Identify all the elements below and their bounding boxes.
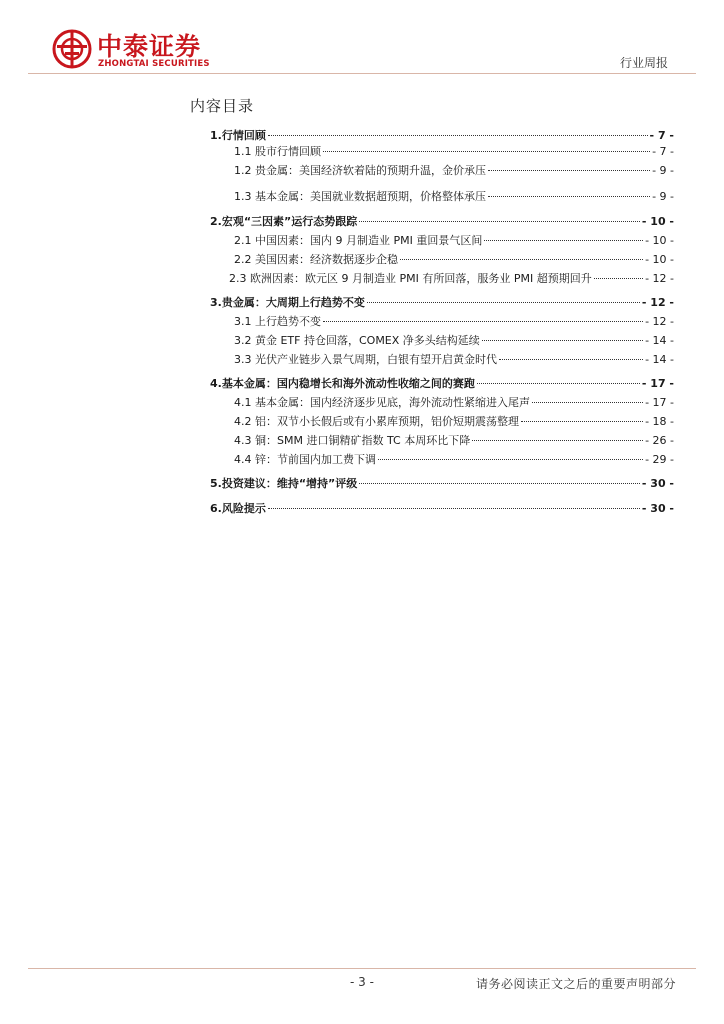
toc-section-entry[interactable] (210, 128, 674, 144)
toc-subsection-entry[interactable] (234, 252, 674, 268)
brand-name-cn: 中泰证券 (97, 32, 202, 61)
toc-entry-page: - 17 - (641, 377, 674, 390)
toc-section-entry[interactable] (210, 501, 674, 517)
toc-subsection-entry[interactable] (234, 452, 674, 468)
toc-entry-label: 2.2 美国因素：经济数据逐步企稳 (234, 253, 398, 266)
toc-entry-label: 3.贵金属：大周期上行趋势不变 (210, 296, 365, 309)
toc-entry-label: 1.2 贵金属：美国经济软着陆的预期升温，金价承压 (234, 164, 486, 177)
toc-entry-page: - 30 - (641, 502, 674, 515)
page-number: - 3 - (350, 975, 374, 989)
toc-dot-leader (499, 358, 643, 360)
toc-entry-page: - 7 - (652, 145, 674, 158)
toc-entry-page: - 12 - (645, 315, 674, 328)
toc-entry-page: - 7 - (649, 129, 674, 142)
toc-entry-label: 2.3 欧洲因素：欧元区 9 月制造业 PMI 有所回落，服务业 PMI 超预期回升 (229, 272, 592, 285)
toc-subsection-entry[interactable] (234, 333, 674, 349)
toc-dot-leader (367, 301, 640, 303)
header-divider (28, 73, 696, 74)
toc-entry-label: 1.3 基本金属：美国就业数据超预期，价格整体承压 (234, 190, 486, 203)
toc-dot-leader (488, 195, 650, 197)
toc-section-entry[interactable] (210, 214, 674, 230)
toc-entry-label: 2.宏观“三因素”运行态势跟踪 (210, 215, 358, 228)
toc-entry-page: - 14 - (645, 334, 674, 347)
brand-name-en: ZHONGTAI SECURITIES (98, 59, 210, 69)
toc-entry-page: - 9 - (652, 164, 674, 177)
toc-subsection-entry[interactable] (234, 189, 674, 205)
toc-section-entry[interactable] (210, 476, 674, 492)
toc-dot-leader (323, 150, 650, 152)
footer-divider (28, 968, 696, 969)
toc-subsection-entry[interactable] (234, 163, 674, 179)
toc-section-entry[interactable] (210, 376, 674, 392)
toc-subsection-entry[interactable] (234, 433, 674, 449)
toc-entry-page: - 29 - (645, 453, 674, 466)
toc-entry-label: 3.2 黄金 ETF 持仓回落，COMEX 净多头结构延续 (234, 334, 480, 347)
toc-entry-page: - 10 - (645, 234, 674, 247)
toc-dot-leader (484, 239, 643, 241)
toc-dot-leader (482, 339, 643, 341)
company-logo (52, 27, 232, 73)
toc-dot-leader (268, 134, 648, 136)
toc-entry-label: 4.2 铝：双节小长假后或有小累库预期，铝价短期震荡整理 (234, 415, 519, 428)
toc-entry-label: 6.风险提示 (210, 502, 266, 515)
toc-entry-page: - 30 - (641, 477, 674, 490)
toc-dot-leader (477, 382, 640, 384)
toc-dot-leader (472, 439, 643, 441)
toc-entry-label: 3.1 上行趋势不变 (234, 315, 321, 328)
toc-entry-page: - 12 - (645, 272, 674, 285)
toc-dot-leader (594, 277, 643, 279)
toc-title: 内容目录 (190, 97, 255, 115)
toc-entry-page: - 14 - (645, 353, 674, 366)
toc-dot-leader (521, 420, 643, 422)
toc-entry-page: - 18 - (645, 415, 674, 428)
toc-entry-label: 4.4 锌：节前国内加工费下调 (234, 453, 376, 466)
zhongtai-logo-icon (52, 29, 92, 69)
toc-entry-page: - 10 - (645, 253, 674, 266)
toc-entry-label: 1.行情回顾 (210, 129, 266, 142)
toc-entry-label: 2.1 中国因素：国内 9 月制造业 PMI 重回景气区间 (234, 234, 483, 247)
toc-entry-page: - 9 - (652, 190, 674, 203)
toc-dot-leader (400, 258, 643, 260)
toc-dot-leader (323, 320, 643, 322)
toc-entry-page: - 17 - (645, 396, 674, 409)
toc-subsection-entry[interactable] (234, 144, 674, 160)
toc-subsection-entry[interactable] (229, 271, 674, 287)
toc-entry-label: 4.3 铜：SMM 进口铜精矿指数 TC 本周环比下降 (234, 434, 471, 447)
toc-dot-leader (378, 458, 643, 460)
toc-subsection-entry[interactable] (234, 233, 674, 249)
toc-dot-leader (359, 220, 640, 222)
toc-entry-page: - 26 - (645, 434, 674, 447)
toc-subsection-entry[interactable] (234, 395, 674, 411)
toc-entry-label: 4.1 基本金属：国内经济逐步见底，海外流动性紧缩进入尾声 (234, 396, 530, 409)
report-type-label: 行业周报 (619, 56, 668, 70)
toc-dot-leader (488, 169, 650, 171)
toc-entry-label: 5.投资建议：维持“增持”评级 (210, 477, 358, 490)
toc-dot-leader (359, 482, 640, 484)
toc-entry-page: - 10 - (641, 215, 674, 228)
toc-dot-leader (532, 401, 643, 403)
toc-entry-label: 1.1 股市行情回顾 (234, 145, 321, 158)
toc-entry-label: 4.基本金属：国内稳增长和海外流动性收缩之间的赛跑 (210, 377, 475, 390)
toc-subsection-entry[interactable] (234, 314, 674, 330)
toc-entry-label: 3.3 光伏产业链步入景气周期，白银有望开启黄金时代 (234, 353, 497, 366)
page-header (0, 0, 724, 80)
toc-section-entry[interactable] (210, 295, 674, 311)
toc-dot-leader (268, 507, 640, 509)
toc-entry-page: - 12 - (641, 296, 674, 309)
toc-subsection-entry[interactable] (234, 352, 674, 368)
footer-disclaimer: 请务必阅读正文之后的重要声明部分 (475, 977, 676, 991)
toc-subsection-entry[interactable] (234, 414, 674, 430)
